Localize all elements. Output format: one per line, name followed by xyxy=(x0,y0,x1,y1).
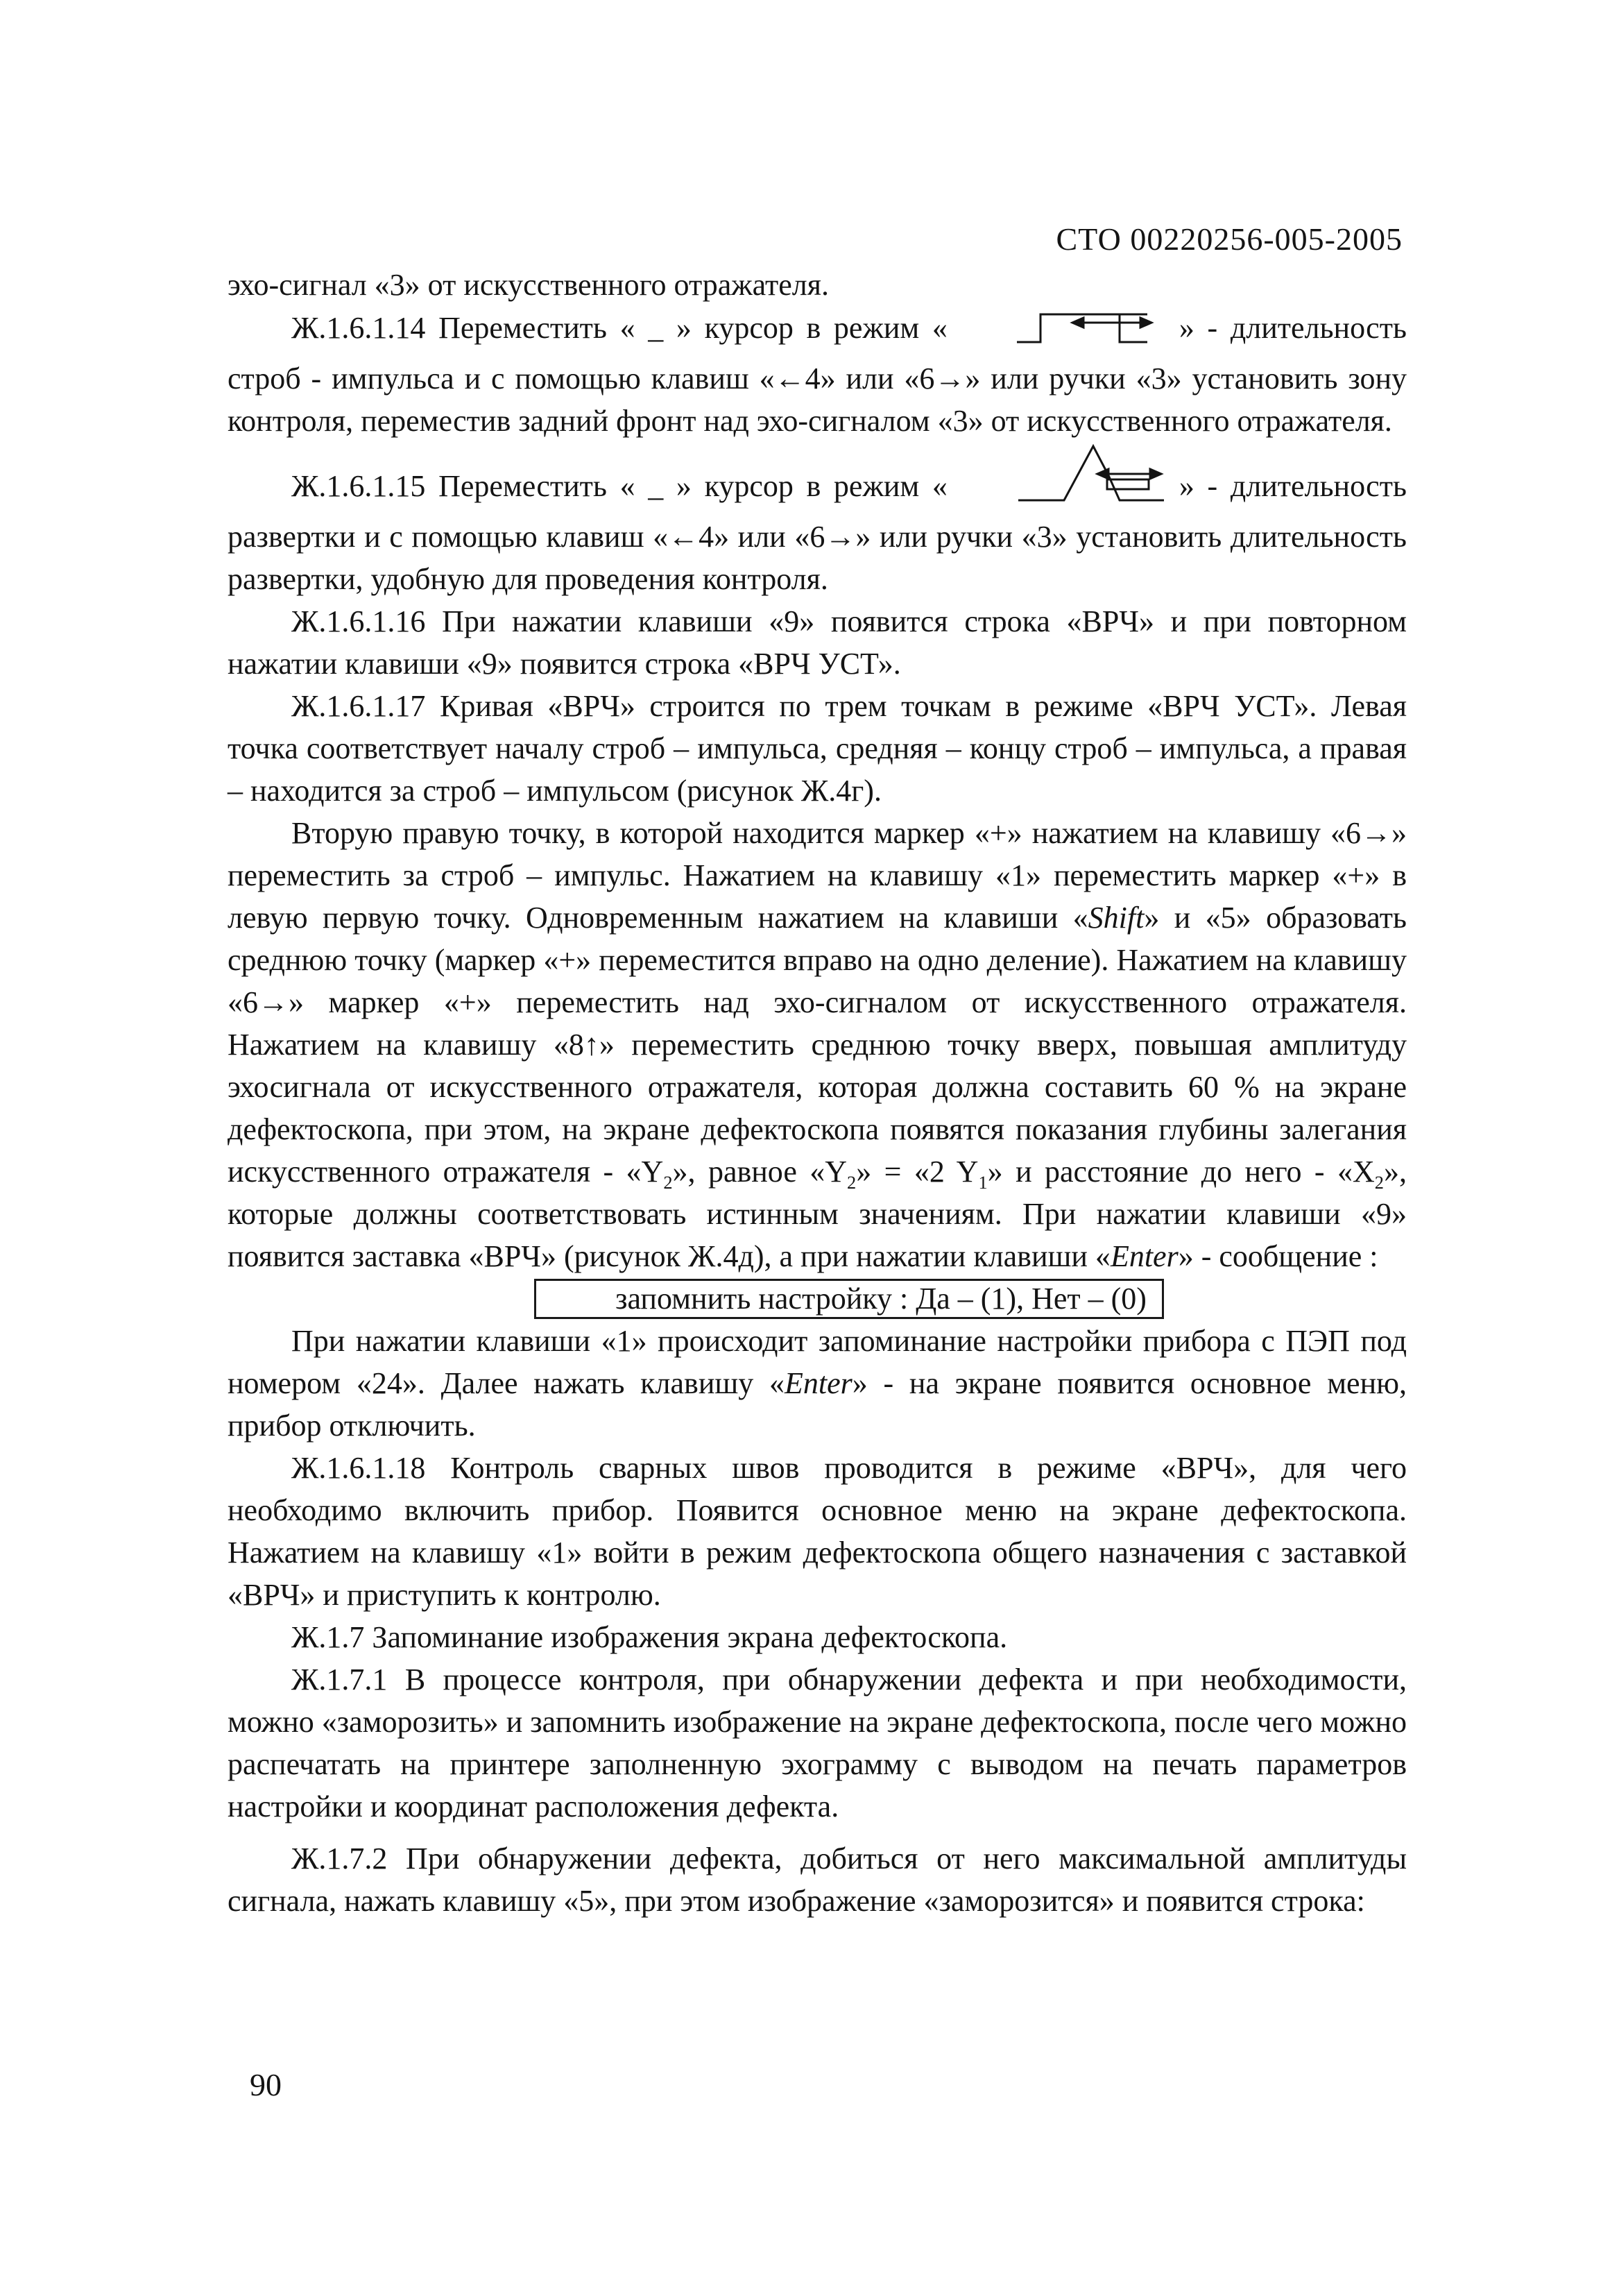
paragraph-text: » - длительность развертки и с помощью клавиш «←4» или «6→» или ручки «3» установить длительность развертки, удобную для проведения контроля. xyxy=(228,469,1407,596)
paragraph-text: », которые должны соответствовать истинным значениям. При нажатии клавиши «9» появится заставка «ВРЧ» (рисунок Ж.4д), а при нажатии клавиши « xyxy=(228,1155,1407,1273)
paragraph-text: » - на экране появится основное меню, прибор отключить. xyxy=(228,1366,1407,1443)
paragraph-text: Вторую правую точку, в которой находится маркер «+» нажатием на клавишу «6→» переместить за строб – импульс. Нажатием на клавишу «1» переместить маркер «+» в левую первую точку. Одновременным нажатием на клавиши « xyxy=(228,816,1407,935)
paragraph-1-6-1-16: Ж.1.6.1.16 При нажатии клавиши «9» появится строка «ВРЧ» и при повторном нажатии клавиши «9» появится строка «ВРЧ УСТ». xyxy=(228,604,1407,681)
paragraph-text: », равное «Y xyxy=(672,1155,848,1189)
paragraph-1-6-1-15 xyxy=(228,442,1407,600)
paragraph-text: » и расстояние до него - «X xyxy=(987,1155,1375,1189)
paragraph-1-6-1-14 xyxy=(228,306,1407,442)
key-enter: Enter xyxy=(1110,1239,1179,1273)
paragraph-save-settings xyxy=(228,1320,1407,1447)
key-enter: Enter xyxy=(785,1366,853,1400)
subscript: 2 xyxy=(847,1171,857,1193)
page-number: 90 xyxy=(250,2067,282,2102)
key-shift: Shift xyxy=(1088,901,1145,935)
paragraph-1-6-1-18: Ж.1.6.1.18 Контроль сварных швов проводится в режиме «ВРЧ», для чего необходимо включить прибор. Появится основное меню на экране дефектоскопа. Нажатием на клавишу «1» войти в режим дефектоскопа общего назначения с заставкой «ВРЧ» и приступить к контролю. xyxy=(228,1451,1407,1612)
paragraph-text: При нажатии клавиши «1» происходит запоминание настройки прибора с ПЭП под номером «24». Далее нажать клавишу « xyxy=(228,1324,1407,1400)
paragraph-1-6-1-17: Ж.1.6.1.17 Кривая «ВРЧ» строится по трем точкам в режиме «ВРЧ УСТ». Левая точка соответствует началу строб – импульса, средняя – концу строб – импульса, а правая – находится за строб – импульсом (рисунок Ж.4г). xyxy=(228,689,1407,808)
boxed-message-line xyxy=(228,1277,1407,1320)
paragraph-text: Ж.1.6.1.14 Переместить « _ » курсор в режим « xyxy=(291,311,948,345)
subscript: 2 xyxy=(1374,1171,1384,1193)
subscript: 1 xyxy=(978,1171,988,1193)
sweep-width-icon xyxy=(952,442,1175,516)
paragraph-continuation: эхо-сигнал «3» от искусственного отражателя. xyxy=(228,268,830,302)
gate-width-icon xyxy=(952,306,1175,357)
paragraph-1-7-2: Ж.1.7.2 При обнаружении дефекта, добиться от него максимальной амплитуды сигнала, нажать клавишу «5», при этом изображение «заморозится» и появится строка: xyxy=(228,1842,1407,1918)
document-body xyxy=(228,264,1407,1922)
paragraph-1-7: Ж.1.7 Запоминание изображения экрана дефектоскопа. xyxy=(291,1620,1008,1654)
paragraph-text: » - сообщение : xyxy=(1178,1239,1378,1273)
paragraph-1-7-1: Ж.1.7.1 В процессе контроля, при обнаружении дефекта и при необходимости, можно «заморозить» и запомнить изображение на экране дефектоскопа, после чего можно распечатать на принтере заполненную эхограмму с выводом на печать параметров настройки и координат расположения дефекта. xyxy=(228,1663,1407,1823)
paragraph-text: » = «2 Y xyxy=(856,1155,979,1189)
paragraph-text: Ж.1.6.1.15 Переместить « _ » курсор в режим « xyxy=(291,469,948,503)
document-code-header: СТО 00220256-005-2005 xyxy=(1056,221,1403,257)
boxed-message-text: запомнить настройку : Да – (1), Нет – (0) xyxy=(615,1282,1147,1316)
subscript: 2 xyxy=(663,1171,673,1193)
paragraph-text: » - длительность строб - импульса и с помощью клавиш «←4» или «6→» или ручки «3» установить зону контроля, переместив задний фронт над эхо-сигналом «3» от искусственного отражателя. xyxy=(228,311,1407,438)
boxed-message xyxy=(534,1279,1164,1319)
paragraph-vrch-procedure xyxy=(228,812,1407,1277)
paragraph-text: » и «5» образовать среднюю точку (маркер «+» переместится вправо на одно деление). Нажатием на клавишу «6→» маркер «+» переместить над эхо-сигналом от искусственного отражателя. Нажатием на клавишу «8↑» переместить среднюю точку вверх, повышая амплитуду эхосигнала от искусственного отражателя, которая должна составить 60 % на экране дефектоскопа, при этом, на экране дефектоскопа появятся показания глубины залегания искусственного отражателя - «Y xyxy=(228,901,1407,1189)
